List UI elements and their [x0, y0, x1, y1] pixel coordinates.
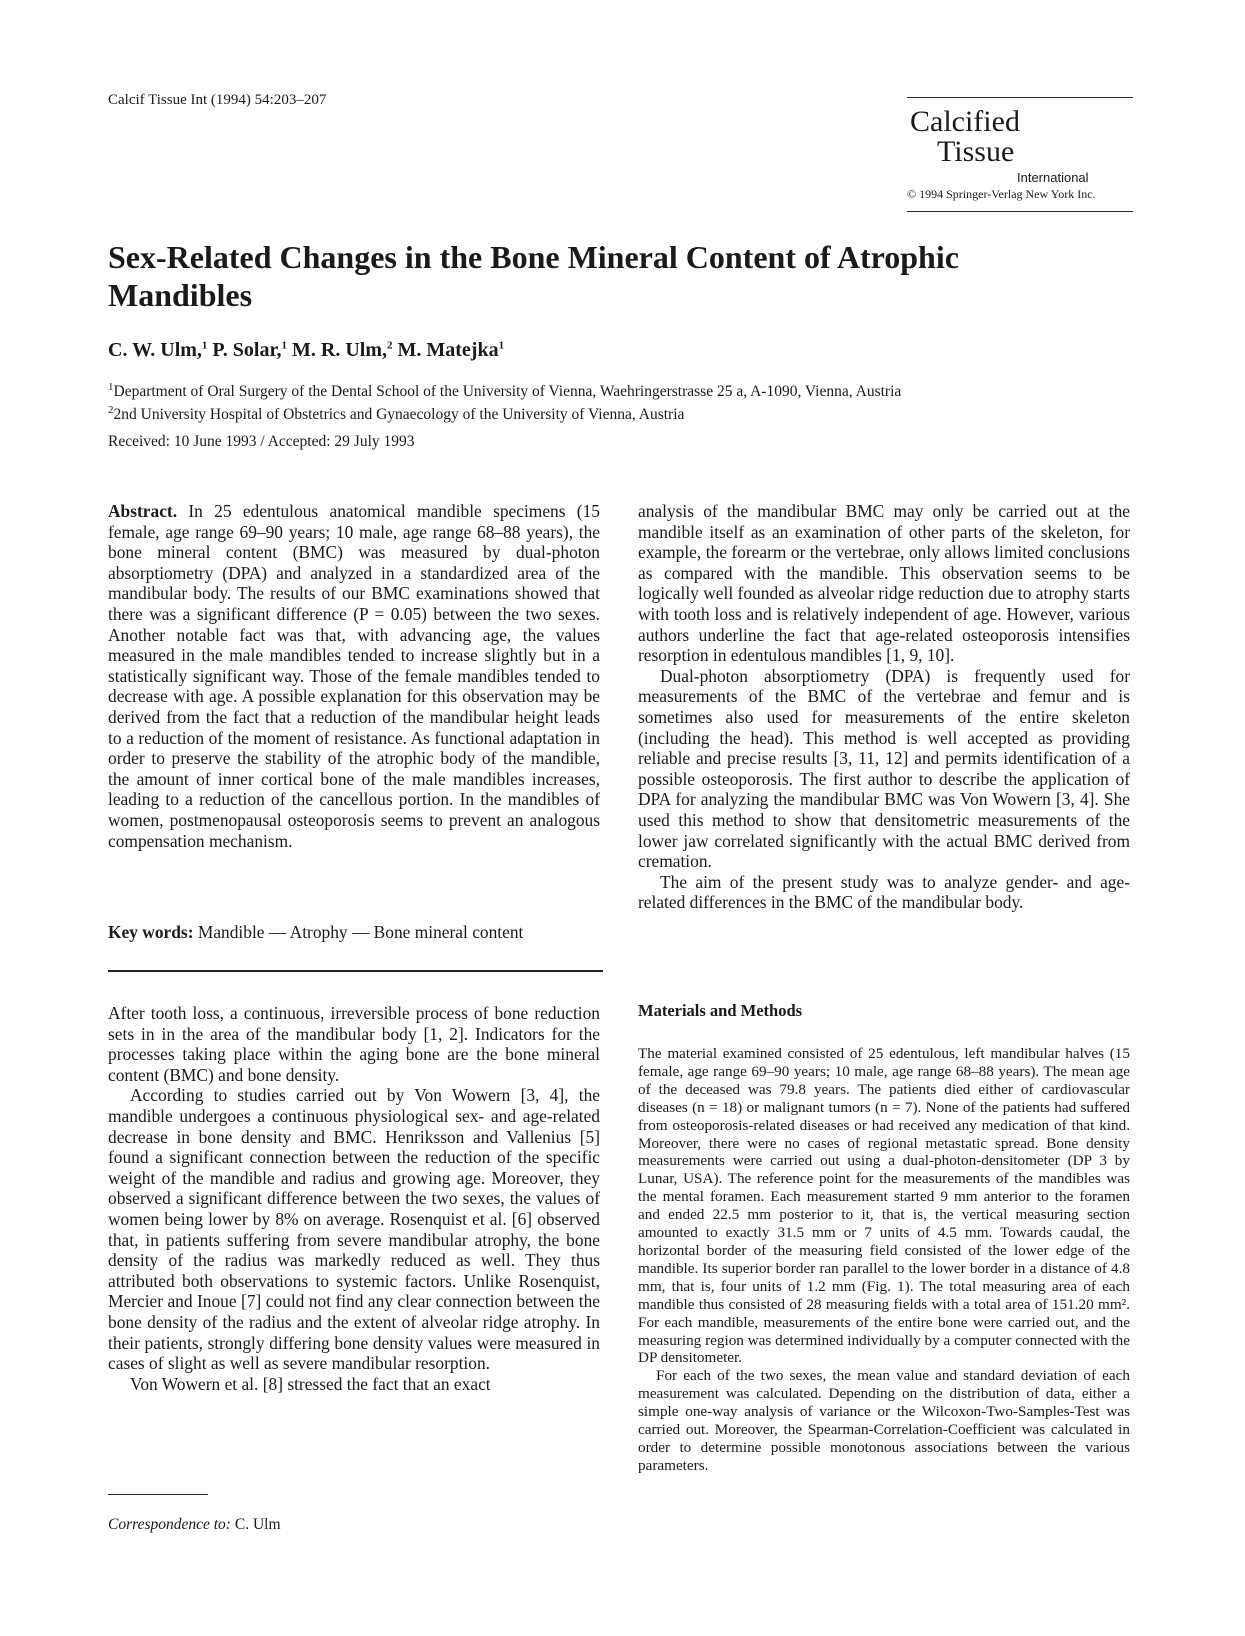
- paragraph: For each of the two sexes, the mean value and standard deviation of each measurement was calculated. Depending on the distribution of data, either a simple one-way analysis of variance or the Wilcoxon-Two-Samples-Test was carried out. Moreover, the Spearman-Correlation-Coefficient was calculated in order to determine possible monotonous associations between the various parameters.: [638, 1367, 1130, 1474]
- author-affiliation-mark: 1: [281, 339, 288, 352]
- author-name: C. W. Ulm,: [108, 339, 202, 361]
- abstract: [108, 501, 600, 851]
- journal-name-line3: International: [1017, 170, 1089, 185]
- copyright-notice: © 1994 Springer-Verlag New York Inc.: [907, 187, 1096, 201]
- journal-logo: [907, 97, 1133, 212]
- author-name: M. Matejka: [397, 339, 499, 361]
- journal-name-line2: Tissue: [937, 135, 1015, 168]
- footnote-divider: [108, 1494, 208, 1495]
- correspondence: [108, 1516, 281, 1534]
- paragraph: According to studies carried out by Von Wowern [3, 4], the mandible undergoes a continuous physiological sex- and age-related decrease in bone density and BMC. Henriksson and Vallenius [5] found a significant connection between the reduction of the specific weight of the mandible and radius and growing age. Moreover, they observed a significant difference between the two sexes, the values of women being lower by 8% on average. Rosenquist et al. [6] observed that, in patients suffering from severe mandibular atrophy, the bone density of the radius was markedly reduced as well. They thus attributed both observations to systemic factors. Unlike Rosenquist, Mercier and Inoue [7] could not find any clear connection between the bone density of the radius and the extent of alveolar ridge atrophy. In their patients, strongly differing bone density values were measured in cases of slight as well as severe mandibular resorption.: [108, 1085, 600, 1374]
- right-column-text: [638, 501, 1130, 913]
- paragraph: After tooth loss, a continuous, irreversible process of bone reduction sets in in the area of the mandibular body [1, 2]. Indicators for the processes taking place within the aging bone are the bone mineral content (BMC) and bone density.: [108, 1003, 600, 1085]
- article-title: Sex-Related Changes in the Bone Mineral Content of Atrophic Mandibles: [108, 239, 959, 313]
- author-affiliation-mark: 2: [387, 339, 393, 352]
- author-affiliation-mark: 1: [201, 339, 208, 352]
- affiliation: $^1$Department of Oral Surgery of the Dental School of the University of Vienna, Waehringerstrasse 25 a, A-1090, Vienna, Austria: [108, 381, 902, 401]
- journal-name-line1: Calcified: [910, 105, 1020, 138]
- paragraph: Dual-photon absorptiometry (DPA) is frequently used for measurements of the BMC of the vertebrae and femur and is sometimes also used for measurements of the entire skeleton (including the head). This method is well accepted as providing reliable and precise results [3, 11, 12] and permits identification of a possible osteoporosis. The first author to describe the application of DPA for analyzing the mandibular BMC was Von Wowern [3, 4]. She used this method to show that densitometric measurements of the lower jaw correlated significantly with the actual BMC derived from cremation.: [638, 665, 1130, 872]
- paragraph: analysis of the mandibular BMC may only be carried out at the mandible itself as an examination of other parts of the skeleton, for example, the forearm or the vertebrae, only allows limited conclusions as compared with the mandible. This observation seems to be logically well founded as alveolar ridge reduction due to atrophy starts with tooth loss and is relatively independent of age. However, various authors underline the fact that age-related osteoporosis intensifies resorption in edentulous mandibles [1, 9, 10].: [638, 501, 1130, 666]
- author-affiliation-mark: 1: [498, 339, 505, 352]
- received-dates: Received: 10 June 1993 / Accepted: 29 July 1993: [108, 433, 415, 450]
- correspondence-name: C. Ulm: [234, 1516, 281, 1533]
- affiliation: $^2$2nd University Hospital of Obstetrics and Gynaecology of the University of Vienna, Austria: [108, 404, 685, 424]
- keywords-text: Mandible — Atrophy — Bone mineral content: [197, 922, 524, 942]
- introduction: [108, 1003, 600, 1394]
- section-heading-methods: Materials and Methods: [638, 1001, 803, 1020]
- paragraph: The material examined consisted of 25 edentulous, left mandibular halves (15 female, age range 69–90 years; 10 male, age range 68–88 years). The mean age of the deceased was 79.8 years. The patients died either of cardiovascular diseases (n = 18) or malignant tumors (n = 7). None of the patients had suffered from osteoporosis-related diseases or had received any medication of that kind. Moreover, there were no cases of regional metastatic spread. Bone density measurements were carried out using a dual-photon-densitometer (DP 3 by Lunar, USA). The reference point for the measurements of the mandibles was the mental foramen. Each measurement started 9 mm anterior to the foramen and ended 22.5 mm posterior to it, that is, the vertical measuring section amounted to exactly 31.5 mm or 7 units of 4.5 mm. Towards caudal, the horizontal border of the measuring field consisted of the lower edge of the mandible. Its superior border ran parallel to the lower border in a distance of 4.8 mm, that is, four units of 1.2 mm (Fig. 1). The total measuring area of each mandible thus consisted of 28 measuring fields with a total area of 151.20 mm². For each mandible, measurements of the entire bone were carried out, and the measuring region was determined individually by a computer connected with the DP densitometer.: [638, 1045, 1130, 1367]
- keywords-label: Key words:: [108, 922, 194, 942]
- author-name: P. Solar,: [212, 339, 282, 361]
- correspondence-label: Correspondence to:: [108, 1516, 231, 1533]
- methods-section: [638, 1045, 1130, 1475]
- affiliations: [108, 378, 1138, 424]
- author-name: M. R. Ulm,: [292, 339, 387, 361]
- author-list: [108, 339, 504, 362]
- paragraph: Von Wowern et al. [8] stressed the fact that an exact: [130, 1373, 491, 1394]
- abstract-divider: [108, 970, 603, 972]
- abstract-label: Abstract.: [108, 501, 178, 521]
- abstract-text: In 25 edentulous anatomical mandible specimens (15 female, age range 69–90 years; 10 male, age range 68–88 years), the bone mineral content (BMC) was measured by dual-photon absorptiometry (DPA) and analyzed in a standardized area of the mandibular body. The results of our BMC examinations showed that there was a significant difference (P = 0.05) between the two sexes. Another notable fact was that, with advancing age, the values measured in the male mandibles tended to increase slightly but in a statistically significant way. Those of the female mandibles tended to decrease with age. A possible explanation for this observation may be derived from the fact that a reduction of the mandibular height leads to a reduction of the moment of resistance. As functional adaptation in order to preserve the stability of the atrophic body of the mandible, the amount of inner cortical bone of the male mandibles increases, leading to a reduction of the cancellous portion. In the mandibles of women, postmenopausal osteoporosis seems to prevent an analogous compensation mechanism.: [108, 501, 600, 851]
- keywords: [108, 922, 523, 943]
- paragraph: The aim of the present study was to analyze gender- and age-related differences in the BMC of the mandibular body.: [638, 871, 1130, 913]
- journal-citation: Calcif Tissue Int (1994) 54:203–207: [108, 92, 327, 108]
